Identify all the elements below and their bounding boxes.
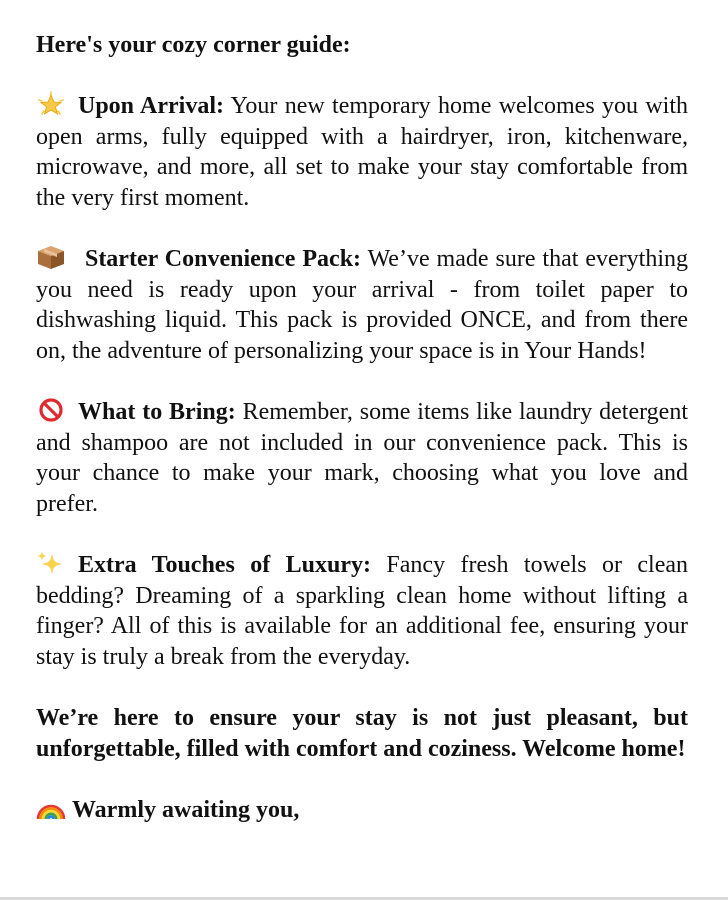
- section-title: Upon Arrival:: [78, 93, 225, 120]
- section-title: What to Bring:: [78, 399, 236, 426]
- section-body: Fancy fresh towels or clean bedding? Dreaming of a sparkling clean home without lifting a finger? All of this is available for an additional fee, ensuring your stay is truly a break from the everyday.: [36, 552, 689, 670]
- section-body: We’ve made sure that everything you need is ready upon your arrival - from toilet paper to dishwashing liquid. This pack is provided ONCE, and from there on, the adventure of personalizing your space is in Your Hands!: [36, 246, 689, 364]
- prohibited-icon: [36, 397, 66, 423]
- section-starter-pack: [36, 244, 688, 366]
- package-icon: [36, 244, 66, 270]
- sparkles-icon: [36, 550, 66, 576]
- section-upon-arrival: [36, 91, 688, 213]
- section-what-to-bring: [36, 397, 688, 519]
- section-extra-touches: [36, 550, 688, 672]
- signoff: [36, 795, 688, 826]
- guide-heading: Here's your cozy corner guide:: [36, 32, 351, 58]
- closing-statement: We’re here to ensure your stay is not just pleasant, but unforgettable, filled with comfort and coziness. Welcome home!: [36, 705, 688, 762]
- section-body: Your new temporary home welcomes you with open arms, fully equipped with a hairdryer, iron, kitchenware, microwave, and more, all set to make your stay comfortable from the very first moment.: [36, 93, 689, 211]
- section-body: Remember, some items like laundry detergent and shampoo are not included in our convenience pack. This is your chance to make your mark, choosing what you love and prefer.: [36, 399, 689, 517]
- glowing-star-icon: [36, 91, 66, 117]
- rainbow-icon: [36, 795, 66, 821]
- section-title: Starter Convenience Pack:: [84, 246, 362, 273]
- guide-document: [36, 30, 688, 825]
- section-title: Extra Touches of Luxury:: [78, 552, 371, 579]
- signoff-text: Warmly awaiting you,: [72, 796, 300, 823]
